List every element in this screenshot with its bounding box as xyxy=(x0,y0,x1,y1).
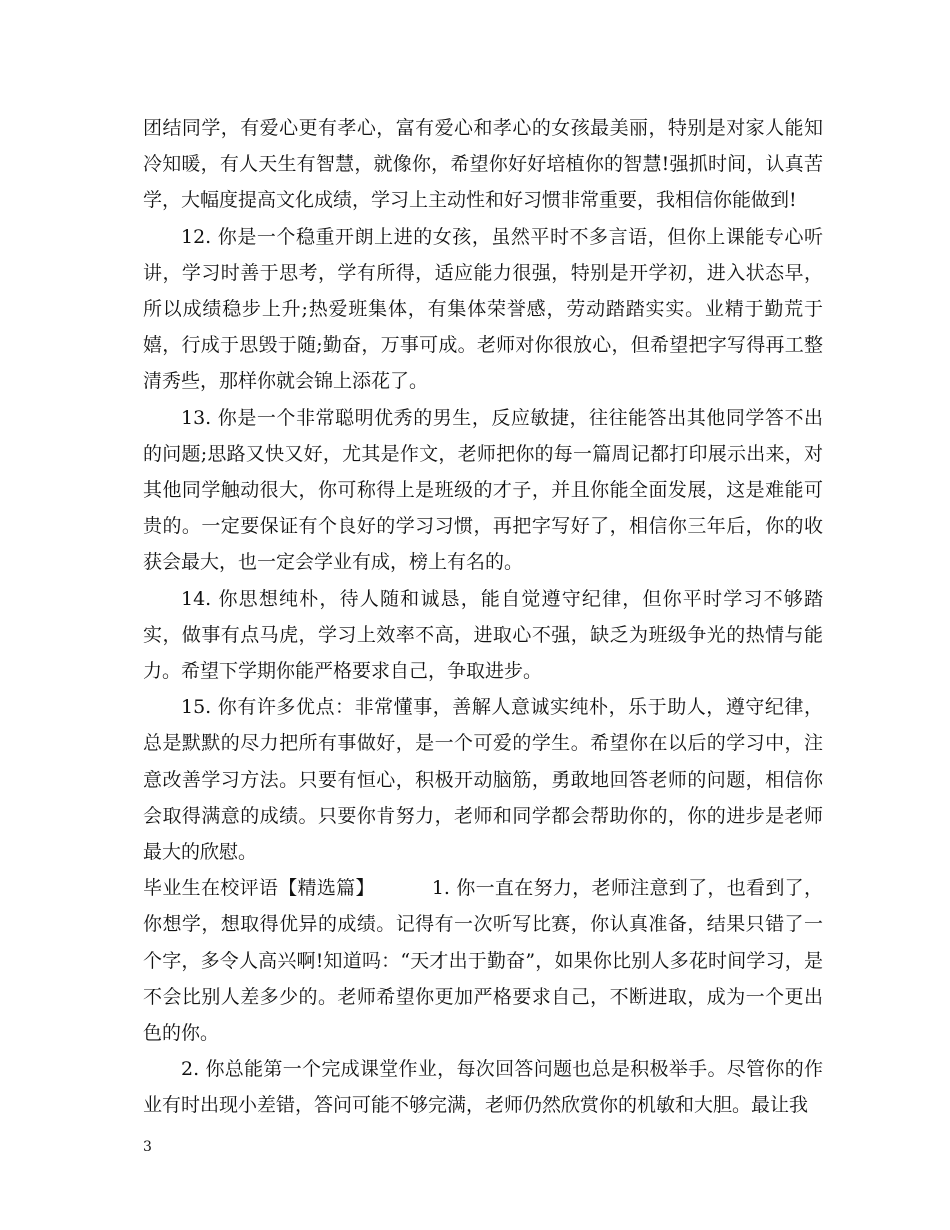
section-heading: 毕业生在校评语【精选篇】 xyxy=(143,877,375,900)
section-gap xyxy=(375,877,432,899)
paragraph-continued: 团结同学，有爱心更有孝心，富有爱心和孝心的女孩最美丽，特别是对家人能知冷知暖，有人天生有智慧，就像你，希望你好好培植你的智慧!强抓时间，认真苦学，大幅度提高文化成绩，学习上主动性和好习惯非常重要，我相信你能做到! xyxy=(143,117,823,212)
page-number: 3 xyxy=(143,1139,152,1155)
section-paragraph xyxy=(143,870,823,1051)
comment-paragraph-1: 1. 你一直在努力，老师注意到了，也看到了，你想学，想取得优异的成绩。记得有一次听写比赛，你认真准备，结果只错了一个字，多令人高兴啊!知道吗：“天才出于勤奋”，如果你比别人多花时间学习，是不会比别人差多少的。老师希望你更加严格要求自己，不断进取，成为一个更出色的你。 xyxy=(143,877,823,1045)
comment-paragraph-15: 15. 你有许多优点：非常懂事，善解人意诚实纯朴，乐于助人，遵守纪律，总是默默的尽力把所有事做好，是一个可爱的学生。希望你在以后的学习中，注意改善学习方法。只要有恒心，积极开动脑筋，勇敢地回答老师的问题，相信你会取得满意的成绩。只要你肯努力，老师和同学都会帮助你的，你的进步是老师最大的欣慰。 xyxy=(143,696,823,864)
comment-paragraph-14: 14. 你思想纯朴，待人随和诚恳，能自觉遵守纪律，但你平时学习不够踏实，做事有点马虎，学习上效率不高，进取心不强，缺乏为班级争光的热情与能力。希望下学期你能严格要求自己，争取进步。 xyxy=(143,587,823,683)
document-body xyxy=(143,110,823,1124)
comment-paragraph-13: 13. 你是一个非常聪明优秀的男生，反应敏捷，往往能答出其他同学答不出的问题;思路又快又好，尤其是作文，老师把你的每一篇周记都打印展示出来，对其他同学触动很大，你可称得上是班级的才子，并且你能全面发展，这是难能可贵的。一定要保证有个良好的学习习惯，再把字写好了，相信你三年后，你的收获会最大，也一定会学业有成，榜上有名的。 xyxy=(143,406,823,574)
comment-paragraph-12: 12. 你是一个稳重开朗上进的女孩，虽然平时不多言语，但你上课能专心听讲，学习时善于思考，学有所得，适应能力很强，特别是开学初，进入状态早，所以成绩稳步上升;热爱班集体，有集体荣誉感，劳动踏踏实实。业精于勤荒于嬉，行成于思毁于随;勤奋，万事可成。老师对你很放心，但希望把字写得再工整清秀些，那样你就会锦上添花了。 xyxy=(143,225,823,393)
comment-paragraph-2: 2. 你总能第一个完成课堂作业，每次回答问题也总是积极举手。尽管你的作业有时出现小差错，答问可能不够完满，老师仍然欣赏你的机敏和大胆。最让我 xyxy=(143,1058,823,1117)
